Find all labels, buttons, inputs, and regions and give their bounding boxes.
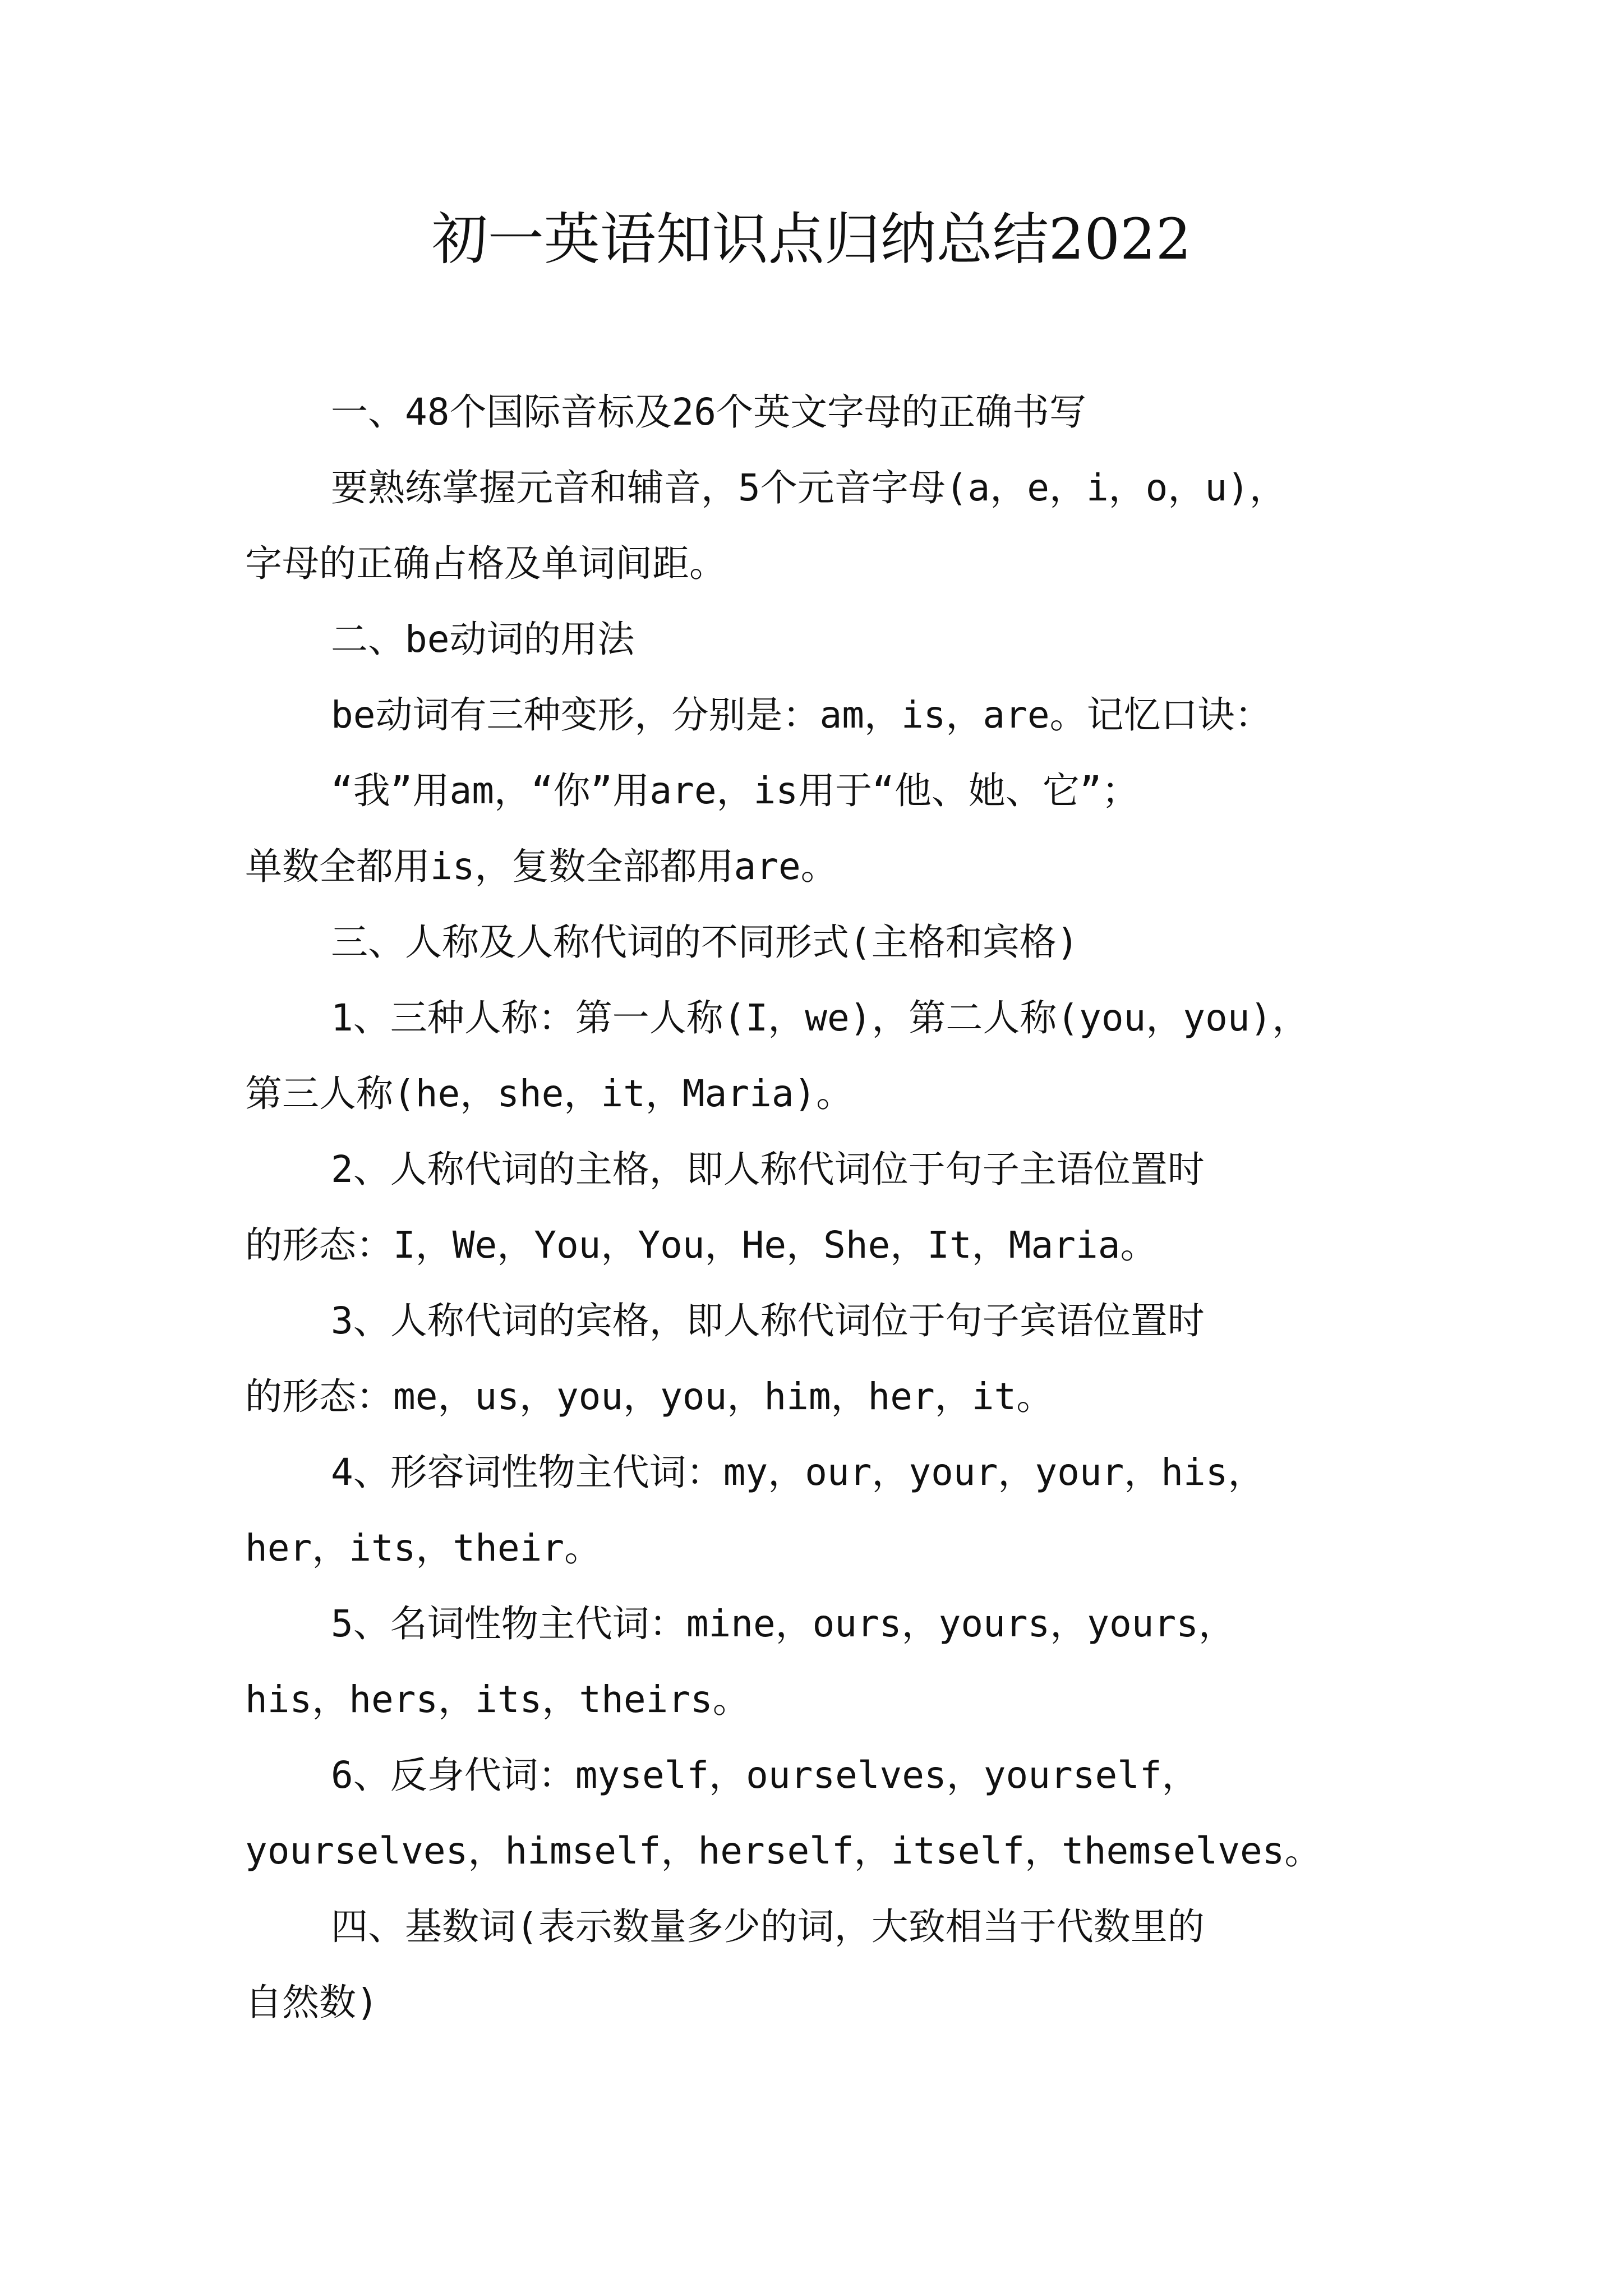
paragraph-line: 的形态：I，We，You，You，He，She，It，Maria。	[245, 1223, 1158, 1267]
paragraph-line: 自然数)	[245, 1981, 379, 2024]
paragraph-line: 单数全都用is，复数全部都用are。	[245, 845, 838, 888]
paragraph-line: his，hers，its，theirs。	[245, 1678, 750, 1721]
paragraph-line: 3、人称代词的宾格，即人称代词位于句子宾语位置时	[331, 1299, 1205, 1342]
section-heading-2: 二、be动词的用法	[331, 618, 635, 661]
paragraph-line: 1、三种人称：第一人称(I，we)，第二人称(you，you)，	[331, 996, 1310, 1039]
paragraph-line: yourselves，himself，herself，itself，themselves。	[245, 1829, 1322, 1872]
paragraph-line: 6、反身代词：myself，ourselves，yourself，	[331, 1754, 1199, 1797]
section-heading-3: 三、人称及人称代词的不同形式(主格和宾格)	[331, 921, 1079, 964]
paragraph-line: 第三人称(he，she，it，Maria)。	[245, 1072, 854, 1115]
paragraph-line: 2、人称代词的主格，即人称代词位于句子主语位置时	[331, 1148, 1205, 1191]
paragraph-line: 的形态：me，us，you，you，him，her，it。	[245, 1375, 1054, 1418]
paragraph-line: 要熟练掌握元音和辅音，5个元音字母(a，e，i，o，u)，	[331, 466, 1287, 509]
section-heading-4: 四、基数词(表示数量多少的词，大致相当于代数里的	[331, 1905, 1205, 1948]
paragraph-line: be动词有三种变形，分别是：am，is，are。记忆口诀：	[331, 693, 1272, 737]
paragraph-line: 字母的正确占格及单词间距。	[245, 542, 726, 585]
paragraph-line: 5、名词性物主代词：mine，ours，yours，yours，	[331, 1602, 1235, 1645]
paragraph-line: “我”用am，“你”用are，is用于“他、她、它”；	[331, 769, 1139, 812]
paragraph-line: 4、形容词性物主代词：my，our，your，your，his，	[331, 1451, 1265, 1494]
section-heading-1: 一、48个国际音标及26个英文字母的正确书写	[331, 390, 1086, 434]
paragraph-line: her，its，their。	[245, 1526, 602, 1570]
document-title: 初一英语知识点归纳总结2022	[431, 206, 1192, 272]
